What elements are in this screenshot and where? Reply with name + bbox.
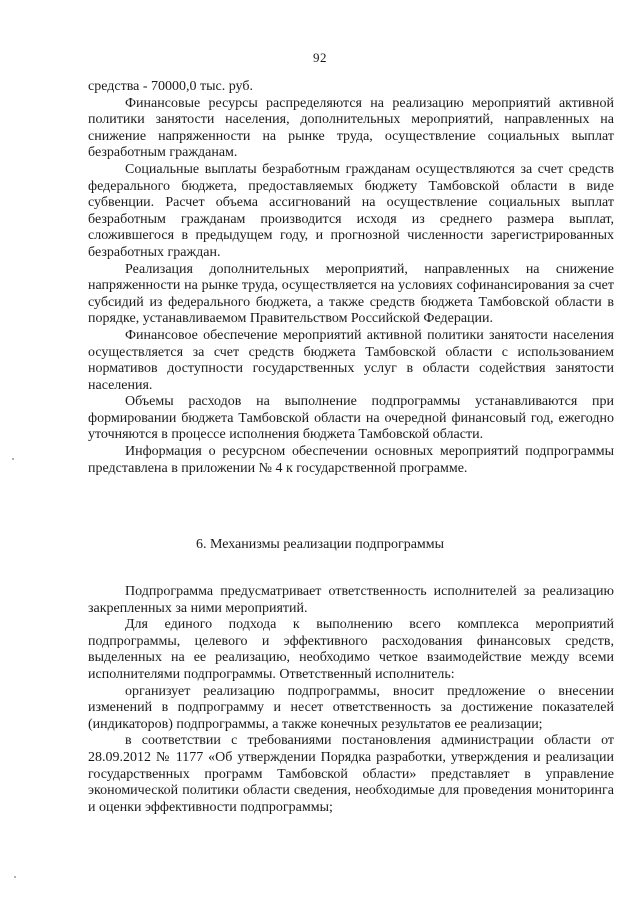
body-text-top — [88, 79, 614, 477]
paragraph-resource-info: Информация о ресурсном обеспечении основных мероприятий подпрограммы представлена в приложении № 4 к государственной программе. — [88, 444, 614, 476]
paragraph-continuation: средства - 70000,0 тыс. руб. — [88, 79, 253, 94]
body-text-bottom — [88, 584, 614, 816]
scan-speck — [14, 876, 16, 878]
paragraph-responsibility: Подпрограмма предусматривает ответственность исполнителей за реализацию закрепленных за ними мероприятий. — [88, 584, 614, 616]
page-number: 92 — [313, 50, 327, 65]
paragraph-interaction: Для единого подхода к выполнению всего комплекса мероприятий подпрограммы, целевого и эффективного расходования финансовых средств, выделенных на ее реализацию, необходимо четкое взаимодействие между всеми исполнителями подпрограммы. Ответственный исполнитель: — [88, 617, 614, 682]
paragraph-financial-resources: Финансовые ресурсы распределяются на реализацию мероприятий активной политики занятости населения, дополнительных мероприятий, направленных на снижение напряженности на рынке труда, осуществление социальных выплат безработным гражданам. — [88, 95, 614, 161]
paragraph-monitoring: в соответствии с требованиями постановления администрации области от 28.09.2012 № 1177 «Об утверждении Порядка разработки, утверждения и реализации государственных программ Тамбовской области» представляет в управление экономической политики области сведения, необходимые для проведения мониторинга и оценки эффективности подпрограммы; — [88, 733, 614, 815]
section-heading: 6. Механизмы реализации подпрограммы — [195, 537, 445, 552]
paragraph-additional-measures: Реализация дополнительных мероприятий, направленных на снижение напряженности на рынке труда, осуществляется на условиях софинансирования за счет субсидий из федерального бюджета, а также средств бюджета Тамбовской области в порядке, устанавливаемом Правительством Российской Федерации. — [88, 261, 614, 327]
scan-speck — [12, 458, 14, 460]
paragraph-active-policy-funding: Финансовое обеспечение мероприятий активной политики занятости населения осуществляется за счет средств бюджета Тамбовской области с использованием нормативов доступности государственных услуг в области содействия занятости населения. — [88, 327, 614, 393]
paragraph-organizes: организует реализацию подпрограммы, вносит предложение о внесении изменений в подпрограмму и несет ответственность за достижение показателей (индикаторов) подпрограммы, а также конечных результатов ее реализации; — [88, 683, 614, 732]
paragraph-social-payments: Социальные выплаты безработным гражданам осуществляются за счет средств федерального бюджета, предоставляемых бюджету Тамбовской области в виде субвенции. Расчет объема ассигнований на осуществление социальных выплат безработным гражданам производится исходя из среднего размера выплат, сложившегося в предыдущем году, и прогнозной численности зарегистрированных безработных граждан. — [88, 161, 614, 260]
paragraph-expense-volumes: Объемы расходов на выполнение подпрограммы устанавливаются при формировании бюджета Тамбовской области на очередной финансовый год, ежегодно уточняются в процессе исполнения бюджета Тамбовской области. — [88, 394, 614, 443]
